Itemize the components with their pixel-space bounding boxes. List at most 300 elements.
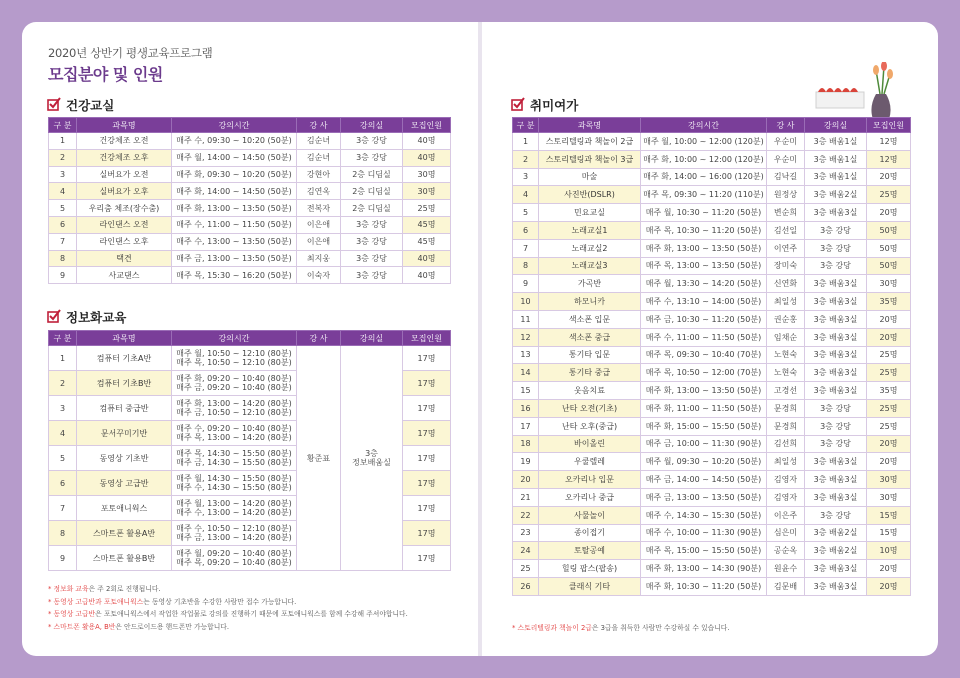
course-teacher: 원윤수 [767, 560, 805, 578]
course-room: 3층 배움3실 [805, 204, 867, 222]
row-num: 9 [513, 275, 539, 293]
course-count: 17명 [403, 471, 451, 496]
course-teacher: 이숙자 [297, 267, 341, 284]
course-time: 매주 화, 14:00 ~ 16:00 (120분) [641, 168, 767, 186]
row-num: 8 [513, 257, 539, 275]
page-subtitle: 2020년 상반기 평생교육프로그램 [48, 46, 213, 60]
course-name: 컴퓨터 중급반 [77, 396, 172, 421]
course-count: 20명 [867, 577, 911, 595]
course-name: 통기타 중급 [539, 364, 641, 382]
check-icon [48, 311, 60, 323]
course-count: 20명 [867, 435, 911, 453]
time-line-1: 매주 수, 10:50 ~ 12:10 (80분) [176, 524, 292, 533]
course-time: 매주 화, 11:00 ~ 11:50 (50분) [641, 399, 767, 417]
room-name: 정보배움실 [352, 458, 391, 467]
hobby-note-text: 은 3급을 취득한 사람만 수강하실 수 있습니다. [591, 624, 730, 632]
course-time: 매주 금, 13:00 ~ 13:50 (50분) [641, 488, 767, 506]
table-row [513, 133, 911, 151]
course-time: 매주 수, 11:00 ~ 11:50 (50분) [641, 328, 767, 346]
course-time: 매주 월, 14:00 ~ 14:50 (50분) [172, 149, 297, 166]
course-count: 40명 [403, 250, 451, 267]
course-time [172, 446, 297, 471]
note-line [48, 583, 408, 596]
flower-vase-illustration [814, 62, 894, 122]
health-section-title [48, 96, 114, 114]
course-count: 20명 [867, 560, 911, 578]
time-line-1: 매주 화, 13:00 ~ 14:20 (80분) [176, 399, 292, 408]
course-teacher: 장미숙 [767, 257, 805, 275]
table-row [49, 149, 451, 166]
note-line [48, 608, 408, 621]
course-room: 3층 배움1실 [805, 150, 867, 168]
course-count: 15명 [867, 524, 911, 542]
row-num: 9 [49, 546, 77, 571]
note-highlight: * 동영상 고급반 [48, 610, 96, 618]
course-room: 3층 배움2실 [805, 542, 867, 560]
hobby-title-text: 취미여가 [530, 98, 579, 113]
course-room: 3층 배움2실 [805, 524, 867, 542]
course-name: 웃음치료 [539, 382, 641, 400]
col-time: 강의시간 [641, 118, 767, 133]
course-name: 건강체조 오전 [77, 133, 172, 150]
course-name: 라인댄스 오후 [77, 233, 172, 250]
col-time: 강의시간 [172, 118, 297, 133]
row-num: 23 [513, 524, 539, 542]
row-num: 3 [49, 166, 77, 183]
table-row [513, 346, 911, 364]
course-name: 컴퓨터 기초B반 [77, 371, 172, 396]
course-room: 3층 강당 [805, 417, 867, 435]
course-name: 사교댄스 [77, 267, 172, 284]
course-count: 17명 [403, 371, 451, 396]
course-room: 2층 디딤실 [341, 183, 403, 200]
course-time: 매주 월, 10:30 ~ 11:20 (50분) [641, 204, 767, 222]
course-teacher: 공순옥 [767, 542, 805, 560]
course-name: 오카리나 중급 [539, 488, 641, 506]
course-name: 색소폰 중급 [539, 328, 641, 346]
course-teacher: 최지웅 [297, 250, 341, 267]
col-room: 강의실 [341, 331, 403, 346]
note-text: 은 안드로이드용 핸드폰만 가능합니다. [115, 622, 230, 631]
course-count: 17명 [403, 396, 451, 421]
course-name: 노래교실2 [539, 239, 641, 257]
course-time: 매주 목, 09:30 ~ 11:20 (110분) [641, 186, 767, 204]
course-room: 3층 강당 [341, 250, 403, 267]
course-count: 17명 [403, 496, 451, 521]
table-row [513, 168, 911, 186]
table-row [513, 221, 911, 239]
course-time [172, 421, 297, 446]
course-time [172, 496, 297, 521]
course-room: 3층 배움3실 [805, 453, 867, 471]
course-teacher: 노현숙 [767, 346, 805, 364]
course-teacher: 이은애 [297, 233, 341, 250]
course-name: 통기타 입문 [539, 346, 641, 364]
page-title: 모집분야 및 인원 [48, 65, 163, 84]
course-time: 매주 화, 14:00 ~ 14:50 (50분) [172, 183, 297, 200]
course-name: 우쿨렐레 [539, 453, 641, 471]
course-name: 마술 [539, 168, 641, 186]
table-row [513, 577, 911, 595]
course-teacher: 전복자 [297, 200, 341, 217]
course-teacher: 신연화 [767, 275, 805, 293]
row-num: 16 [513, 399, 539, 417]
time-line-2: 매주 목, 13:00 ~ 14:20 (80분) [176, 433, 292, 442]
time-line-2: 매주 금, 10:50 ~ 12:10 (80분) [176, 408, 292, 417]
course-time: 매주 수, 13:00 ~ 13:50 (50분) [172, 233, 297, 250]
course-count: 30명 [403, 183, 451, 200]
course-teacher: 김순녀 [297, 149, 341, 166]
course-count: 40명 [403, 133, 451, 150]
course-time [172, 521, 297, 546]
course-count: 25명 [867, 186, 911, 204]
course-room: 3층 강당 [341, 149, 403, 166]
table-row [49, 166, 451, 183]
row-num: 3 [49, 396, 77, 421]
table-row [513, 293, 911, 311]
course-teacher: 김선일 [767, 221, 805, 239]
course-time: 매주 수, 10:00 ~ 11:30 (90분) [641, 524, 767, 542]
col-room: 강의실 [341, 118, 403, 133]
course-name: 힐링 팝스(팝송) [539, 560, 641, 578]
time-line-1: 매주 월, 09:20 ~ 10:40 (80분) [176, 549, 292, 558]
row-num: 17 [513, 417, 539, 435]
course-count: 17명 [403, 546, 451, 571]
table-header-row [49, 331, 451, 346]
table-row [49, 216, 451, 233]
row-num: 2 [49, 371, 77, 396]
course-teacher: 원정상 [767, 186, 805, 204]
table-header-row [513, 118, 911, 133]
table-row [513, 382, 911, 400]
table-row [513, 399, 911, 417]
course-teacher: 김영자 [767, 488, 805, 506]
course-teacher: 심은미 [767, 524, 805, 542]
course-count: 45명 [403, 233, 451, 250]
course-count: 25명 [867, 364, 911, 382]
table-row [513, 364, 911, 382]
course-name: 난타 오전(기초) [539, 399, 641, 417]
course-name: 하모니카 [539, 293, 641, 311]
course-room: 3층 배움3실 [805, 310, 867, 328]
time-line-2: 매주 수, 13:00 ~ 14:20 (80분) [176, 508, 292, 517]
course-time [172, 396, 297, 421]
course-count: 10명 [867, 542, 911, 560]
row-num: 1 [513, 133, 539, 151]
course-count: 50명 [867, 239, 911, 257]
course-teacher: 변순희 [767, 204, 805, 222]
course-name: 실버요가 오후 [77, 183, 172, 200]
table-row [513, 328, 911, 346]
course-time: 매주 화, 13:00 ~ 14:30 (90분) [641, 560, 767, 578]
col-name: 과목명 [77, 331, 172, 346]
course-time: 매주 수, 13:10 ~ 14:00 (50분) [641, 293, 767, 311]
course-count: 40명 [403, 267, 451, 284]
course-name: 실버요가 오전 [77, 166, 172, 183]
course-time: 매주 목, 10:50 ~ 12:00 (70분) [641, 364, 767, 382]
note-line [48, 596, 408, 609]
table-row [49, 267, 451, 284]
course-time: 매주 화, 13:00 ~ 13:50 (50분) [641, 382, 767, 400]
course-name: 난타 오후(중급) [539, 417, 641, 435]
course-count: 12명 [867, 133, 911, 151]
col-teacher: 강 사 [297, 118, 341, 133]
course-count: 20명 [867, 204, 911, 222]
note-text: 은 포토애니웍스에서 작업한 작업물로 강의를 진행하기 때문에 포토애니웍스를 함께 수강해 주셔야합니다. [95, 610, 408, 618]
info-title-text: 정보화교육 [66, 310, 127, 325]
note-text: 는 동영상 기초반을 수강한 사람만 접수 가능합니다. [143, 597, 297, 606]
row-num: 13 [513, 346, 539, 364]
row-num: 25 [513, 560, 539, 578]
course-teacher: 이은주 [767, 506, 805, 524]
time-line-2: 매주 목, 10:50 ~ 12:10 (80분) [176, 358, 292, 367]
course-teacher: 임채순 [767, 328, 805, 346]
table-row [49, 133, 451, 150]
course-time: 매주 화, 13:00 ~ 13:50 (50분) [641, 239, 767, 257]
health-title-text: 건강교실 [66, 98, 115, 113]
course-count: 17명 [403, 421, 451, 446]
table-row [513, 435, 911, 453]
course-count: 30명 [867, 488, 911, 506]
note-line [48, 621, 408, 634]
course-room: 3층 배움3실 [805, 364, 867, 382]
table-row [513, 310, 911, 328]
course-count: 30명 [867, 275, 911, 293]
course-room: 3층 배움3실 [805, 577, 867, 595]
course-teacher: 권순홍 [767, 310, 805, 328]
row-num: 21 [513, 488, 539, 506]
row-num: 6 [49, 216, 77, 233]
course-room: 3층 배움2실 [805, 186, 867, 204]
course-time: 매주 화, 10:00 ~ 12:00 (120분) [641, 150, 767, 168]
table-row [513, 239, 911, 257]
course-teacher: 이연주 [767, 239, 805, 257]
course-teacher: 노현숙 [767, 364, 805, 382]
course-teacher: 최일성 [767, 453, 805, 471]
course-teacher: 김순녀 [297, 133, 341, 150]
row-num: 12 [513, 328, 539, 346]
table-row [49, 250, 451, 267]
course-time [172, 471, 297, 496]
course-teacher: 김문배 [767, 577, 805, 595]
row-num: 20 [513, 471, 539, 489]
room-floor: 3층 [365, 449, 378, 458]
course-teacher: 이은애 [297, 216, 341, 233]
course-room: 3층 배움3실 [805, 346, 867, 364]
course-room: 3층 강당 [805, 399, 867, 417]
course-count: 35명 [867, 382, 911, 400]
course-room: 2층 디딤실 [341, 166, 403, 183]
col-name: 과목명 [77, 118, 172, 133]
course-count: 15명 [867, 506, 911, 524]
time-line-1: 매주 목, 14:30 ~ 15:50 (80분) [176, 449, 292, 458]
table-row [513, 453, 911, 471]
row-num: 8 [49, 250, 77, 267]
course-teacher: 강현아 [297, 166, 341, 183]
course-time: 매주 월, 10:00 ~ 12:00 (120분) [641, 133, 767, 151]
table-row [513, 275, 911, 293]
row-num: 18 [513, 435, 539, 453]
table-row [513, 524, 911, 542]
col-count: 모집인원 [403, 118, 451, 133]
col-count: 모집인원 [403, 331, 451, 346]
col-name: 과목명 [539, 118, 641, 133]
course-teacher: 문경희 [767, 399, 805, 417]
table-row [513, 560, 911, 578]
time-line-1: 매주 화, 09:20 ~ 10:40 (80분) [176, 374, 292, 383]
time-line-2: 매주 금, 13:00 ~ 14:20 (80분) [176, 533, 292, 542]
row-num: 9 [49, 267, 77, 284]
course-room: 3층 강당 [341, 267, 403, 284]
course-room: 3층 배움3실 [805, 471, 867, 489]
check-icon [512, 99, 524, 111]
course-teacher: 김낙길 [767, 168, 805, 186]
course-count: 25명 [867, 399, 911, 417]
course-time [172, 346, 297, 371]
col-num: 구 분 [49, 331, 77, 346]
course-room: 3층 배움1실 [805, 133, 867, 151]
time-line-1: 매주 월, 13:00 ~ 14:20 (80분) [176, 499, 292, 508]
course-teacher: 우순미 [767, 150, 805, 168]
course-count: 40명 [403, 149, 451, 166]
course-count: 17명 [403, 346, 451, 371]
course-count: 20명 [867, 310, 911, 328]
course-name: 사진반(DSLR) [539, 186, 641, 204]
course-name: 우리춤 체조(장수춤) [77, 200, 172, 217]
course-room: 2층 디딤실 [341, 200, 403, 217]
row-num: 6 [49, 471, 77, 496]
row-num: 4 [49, 183, 77, 200]
row-num: 4 [513, 186, 539, 204]
row-num: 22 [513, 506, 539, 524]
course-count: 25명 [867, 417, 911, 435]
course-room: 3층 강당 [805, 506, 867, 524]
row-num: 8 [49, 521, 77, 546]
course-name: 종이접기 [539, 524, 641, 542]
course-name: 노래교실1 [539, 221, 641, 239]
course-name: 건강체조 오후 [77, 149, 172, 166]
row-num: 2 [513, 150, 539, 168]
course-count: 25명 [867, 346, 911, 364]
time-line-1: 매주 월, 14:30 ~ 15:50 (80분) [176, 474, 292, 483]
course-name: 문서꾸미기반 [77, 421, 172, 446]
course-name: 컴퓨터 기초A반 [77, 346, 172, 371]
course-name: 스토리텔링과 책놀이 3급 [539, 150, 641, 168]
row-num: 2 [49, 149, 77, 166]
course-time: 매주 금, 10:00 ~ 11:30 (90분) [641, 435, 767, 453]
table-row [513, 471, 911, 489]
col-time: 강의시간 [172, 331, 297, 346]
row-num: 26 [513, 577, 539, 595]
course-time: 매주 화, 10:30 ~ 11:20 (50분) [641, 577, 767, 595]
table-row [513, 488, 911, 506]
course-name: 동영상 기초반 [77, 446, 172, 471]
course-room: 3층 배움1실 [805, 168, 867, 186]
table-row [49, 200, 451, 217]
course-teacher: 김영자 [767, 471, 805, 489]
table-row [513, 186, 911, 204]
course-time: 매주 화, 15:00 ~ 15:50 (50분) [641, 417, 767, 435]
row-num: 6 [513, 221, 539, 239]
course-teacher: 최일성 [767, 293, 805, 311]
hobby-table [512, 117, 911, 596]
hobby-note [512, 622, 730, 632]
course-time: 매주 목, 15:00 ~ 15:50 (50분) [641, 542, 767, 560]
row-num: 7 [513, 239, 539, 257]
course-teacher: 김연옥 [297, 183, 341, 200]
course-time [172, 546, 297, 571]
course-time: 매주 금, 14:00 ~ 14:50 (50분) [641, 471, 767, 489]
course-time: 매주 목, 13:00 ~ 13:50 (50분) [641, 257, 767, 275]
note-highlight: * 정보화 교육 [48, 585, 89, 593]
row-num: 1 [49, 346, 77, 371]
course-count: 20명 [867, 328, 911, 346]
course-teacher: 고경선 [767, 382, 805, 400]
row-num: 5 [513, 204, 539, 222]
course-room: 3층 강당 [805, 435, 867, 453]
course-teacher: 김선희 [767, 435, 805, 453]
course-room: 3층 배움3실 [805, 382, 867, 400]
time-line-2: 매주 수, 14:30 ~ 15:50 (80분) [176, 483, 292, 492]
info-table [48, 330, 451, 571]
course-time: 매주 화, 13:00 ~ 13:50 (50분) [172, 200, 297, 217]
course-name: 가곡반 [539, 275, 641, 293]
course-count: 30명 [867, 471, 911, 489]
course-time: 매주 목, 09:30 ~ 10:40 (70분) [641, 346, 767, 364]
course-name: 오카리나 입문 [539, 471, 641, 489]
time-line-1: 매주 수, 09:20 ~ 10:40 (80분) [176, 424, 292, 433]
row-num: 19 [513, 453, 539, 471]
time-line-1: 매주 월, 10:50 ~ 12:10 (80분) [176, 349, 292, 358]
course-name: 바이올린 [539, 435, 641, 453]
course-room: 3층 강당 [805, 257, 867, 275]
row-num: 11 [513, 310, 539, 328]
row-num: 10 [513, 293, 539, 311]
course-time: 매주 화, 09:30 ~ 10:20 (50분) [172, 166, 297, 183]
course-name: 클래식 기타 [539, 577, 641, 595]
table-row [513, 506, 911, 524]
health-table [48, 117, 451, 284]
row-num: 24 [513, 542, 539, 560]
course-name: 스마트폰 활용B반 [77, 546, 172, 571]
course-count: 12명 [867, 150, 911, 168]
course-time: 매주 수, 09:30 ~ 10:20 (50분) [172, 133, 297, 150]
row-num: 5 [49, 446, 77, 471]
course-name: 사물놀이 [539, 506, 641, 524]
course-count: 25명 [403, 200, 451, 217]
course-time: 매주 월, 13:30 ~ 14:20 (50분) [641, 275, 767, 293]
course-name: 스토리텔링과 책놀이 2급 [539, 133, 641, 151]
course-time [172, 371, 297, 396]
course-room: 3층 강당 [341, 216, 403, 233]
course-count: 50명 [867, 257, 911, 275]
course-name: 동영상 고급반 [77, 471, 172, 496]
course-count: 35명 [867, 293, 911, 311]
row-num: 1 [49, 133, 77, 150]
table-row [49, 233, 451, 250]
course-name: 민요교실 [539, 204, 641, 222]
table-header-row [49, 118, 451, 133]
time-line-2: 매주 목, 09:20 ~ 10:40 (80분) [176, 558, 292, 567]
course-time: 매주 수, 11:00 ~ 11:50 (50분) [172, 216, 297, 233]
row-num: 14 [513, 364, 539, 382]
row-num: 7 [49, 233, 77, 250]
course-name: 토탈공예 [539, 542, 641, 560]
course-room: 3층 배움3실 [805, 328, 867, 346]
info-section-title [48, 308, 126, 326]
course-room: 3층 배움3실 [805, 293, 867, 311]
course-count: 17명 [403, 446, 451, 471]
